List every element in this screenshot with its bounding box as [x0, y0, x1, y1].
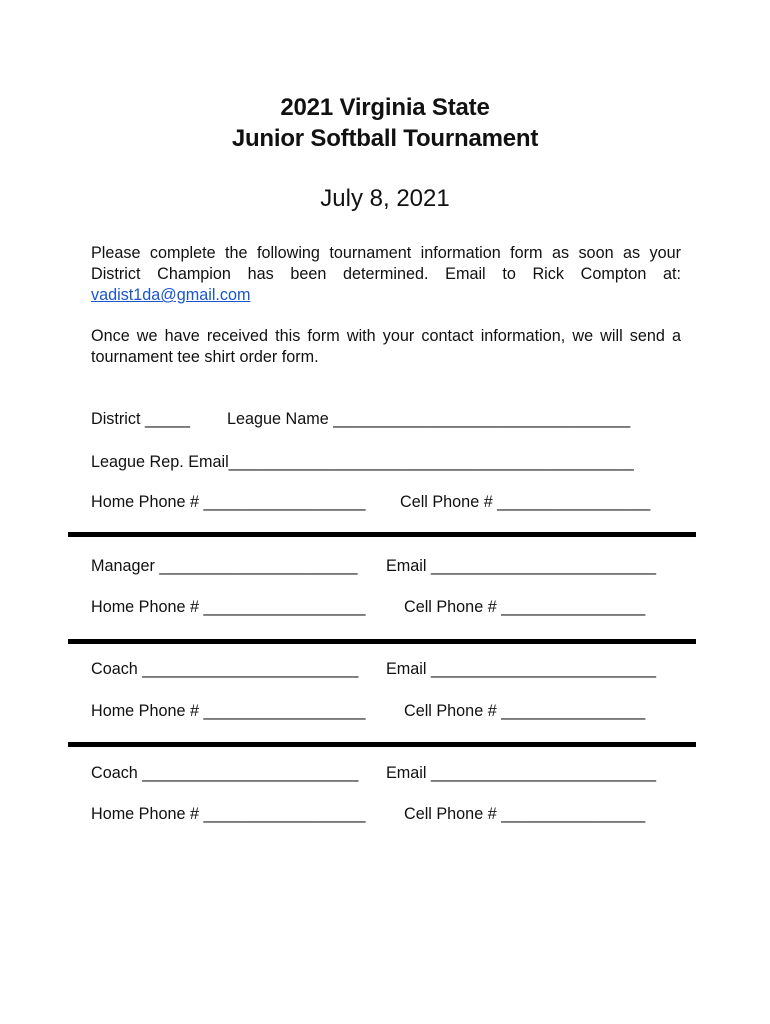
league-name-field[interactable]: League Name _________________________________ — [227, 410, 631, 428]
followup-paragraph: Once we have received this form with your contact information, we will send a tournament tee shirt order form. — [91, 327, 681, 366]
coach2-email-field[interactable]: Email _________________________ — [386, 764, 657, 782]
coach2-field[interactable]: Coach ________________________ — [91, 764, 359, 782]
manager-field[interactable]: Manager ______________________ — [91, 557, 358, 575]
section-divider — [68, 742, 696, 747]
manager-home-phone-field[interactable]: Home Phone # __________________ — [91, 598, 366, 616]
league-home-phone-field[interactable]: Home Phone # __________________ — [91, 493, 366, 511]
coach2-home-phone-field[interactable]: Home Phone # __________________ — [91, 805, 366, 823]
coach1-email-field[interactable]: Email _________________________ — [386, 660, 657, 678]
district-field[interactable]: District _____ — [91, 410, 190, 428]
page-title-line2: Junior Softball Tournament — [231, 125, 539, 152]
coach1-field[interactable]: Coach ________________________ — [91, 660, 359, 678]
manager-email-field[interactable]: Email _________________________ — [386, 557, 657, 575]
manager-cell-phone-field[interactable]: Cell Phone # ________________ — [404, 598, 646, 616]
section-divider — [68, 639, 696, 644]
intro-paragraph — [91, 243, 681, 306]
page-title-line1: 2021 Virginia State — [280, 94, 490, 121]
coach1-home-phone-field[interactable]: Home Phone # __________________ — [91, 702, 366, 720]
tournament-date: July 8, 2021 — [320, 185, 450, 212]
email-link[interactable]: vadist1da@gmail.com — [91, 286, 251, 304]
league-rep-email-field[interactable]: League Rep. Email_____________________________________________ — [91, 453, 634, 471]
league-cell-phone-field[interactable]: Cell Phone # _________________ — [400, 493, 651, 511]
coach1-cell-phone-field[interactable]: Cell Phone # ________________ — [404, 702, 646, 720]
intro-text: Please complete the following tournament information form as soon as your District Champion has been determined. Email to Rick Compton at: — [91, 244, 681, 283]
coach2-cell-phone-field[interactable]: Cell Phone # ________________ — [404, 805, 646, 823]
section-divider — [68, 532, 696, 537]
